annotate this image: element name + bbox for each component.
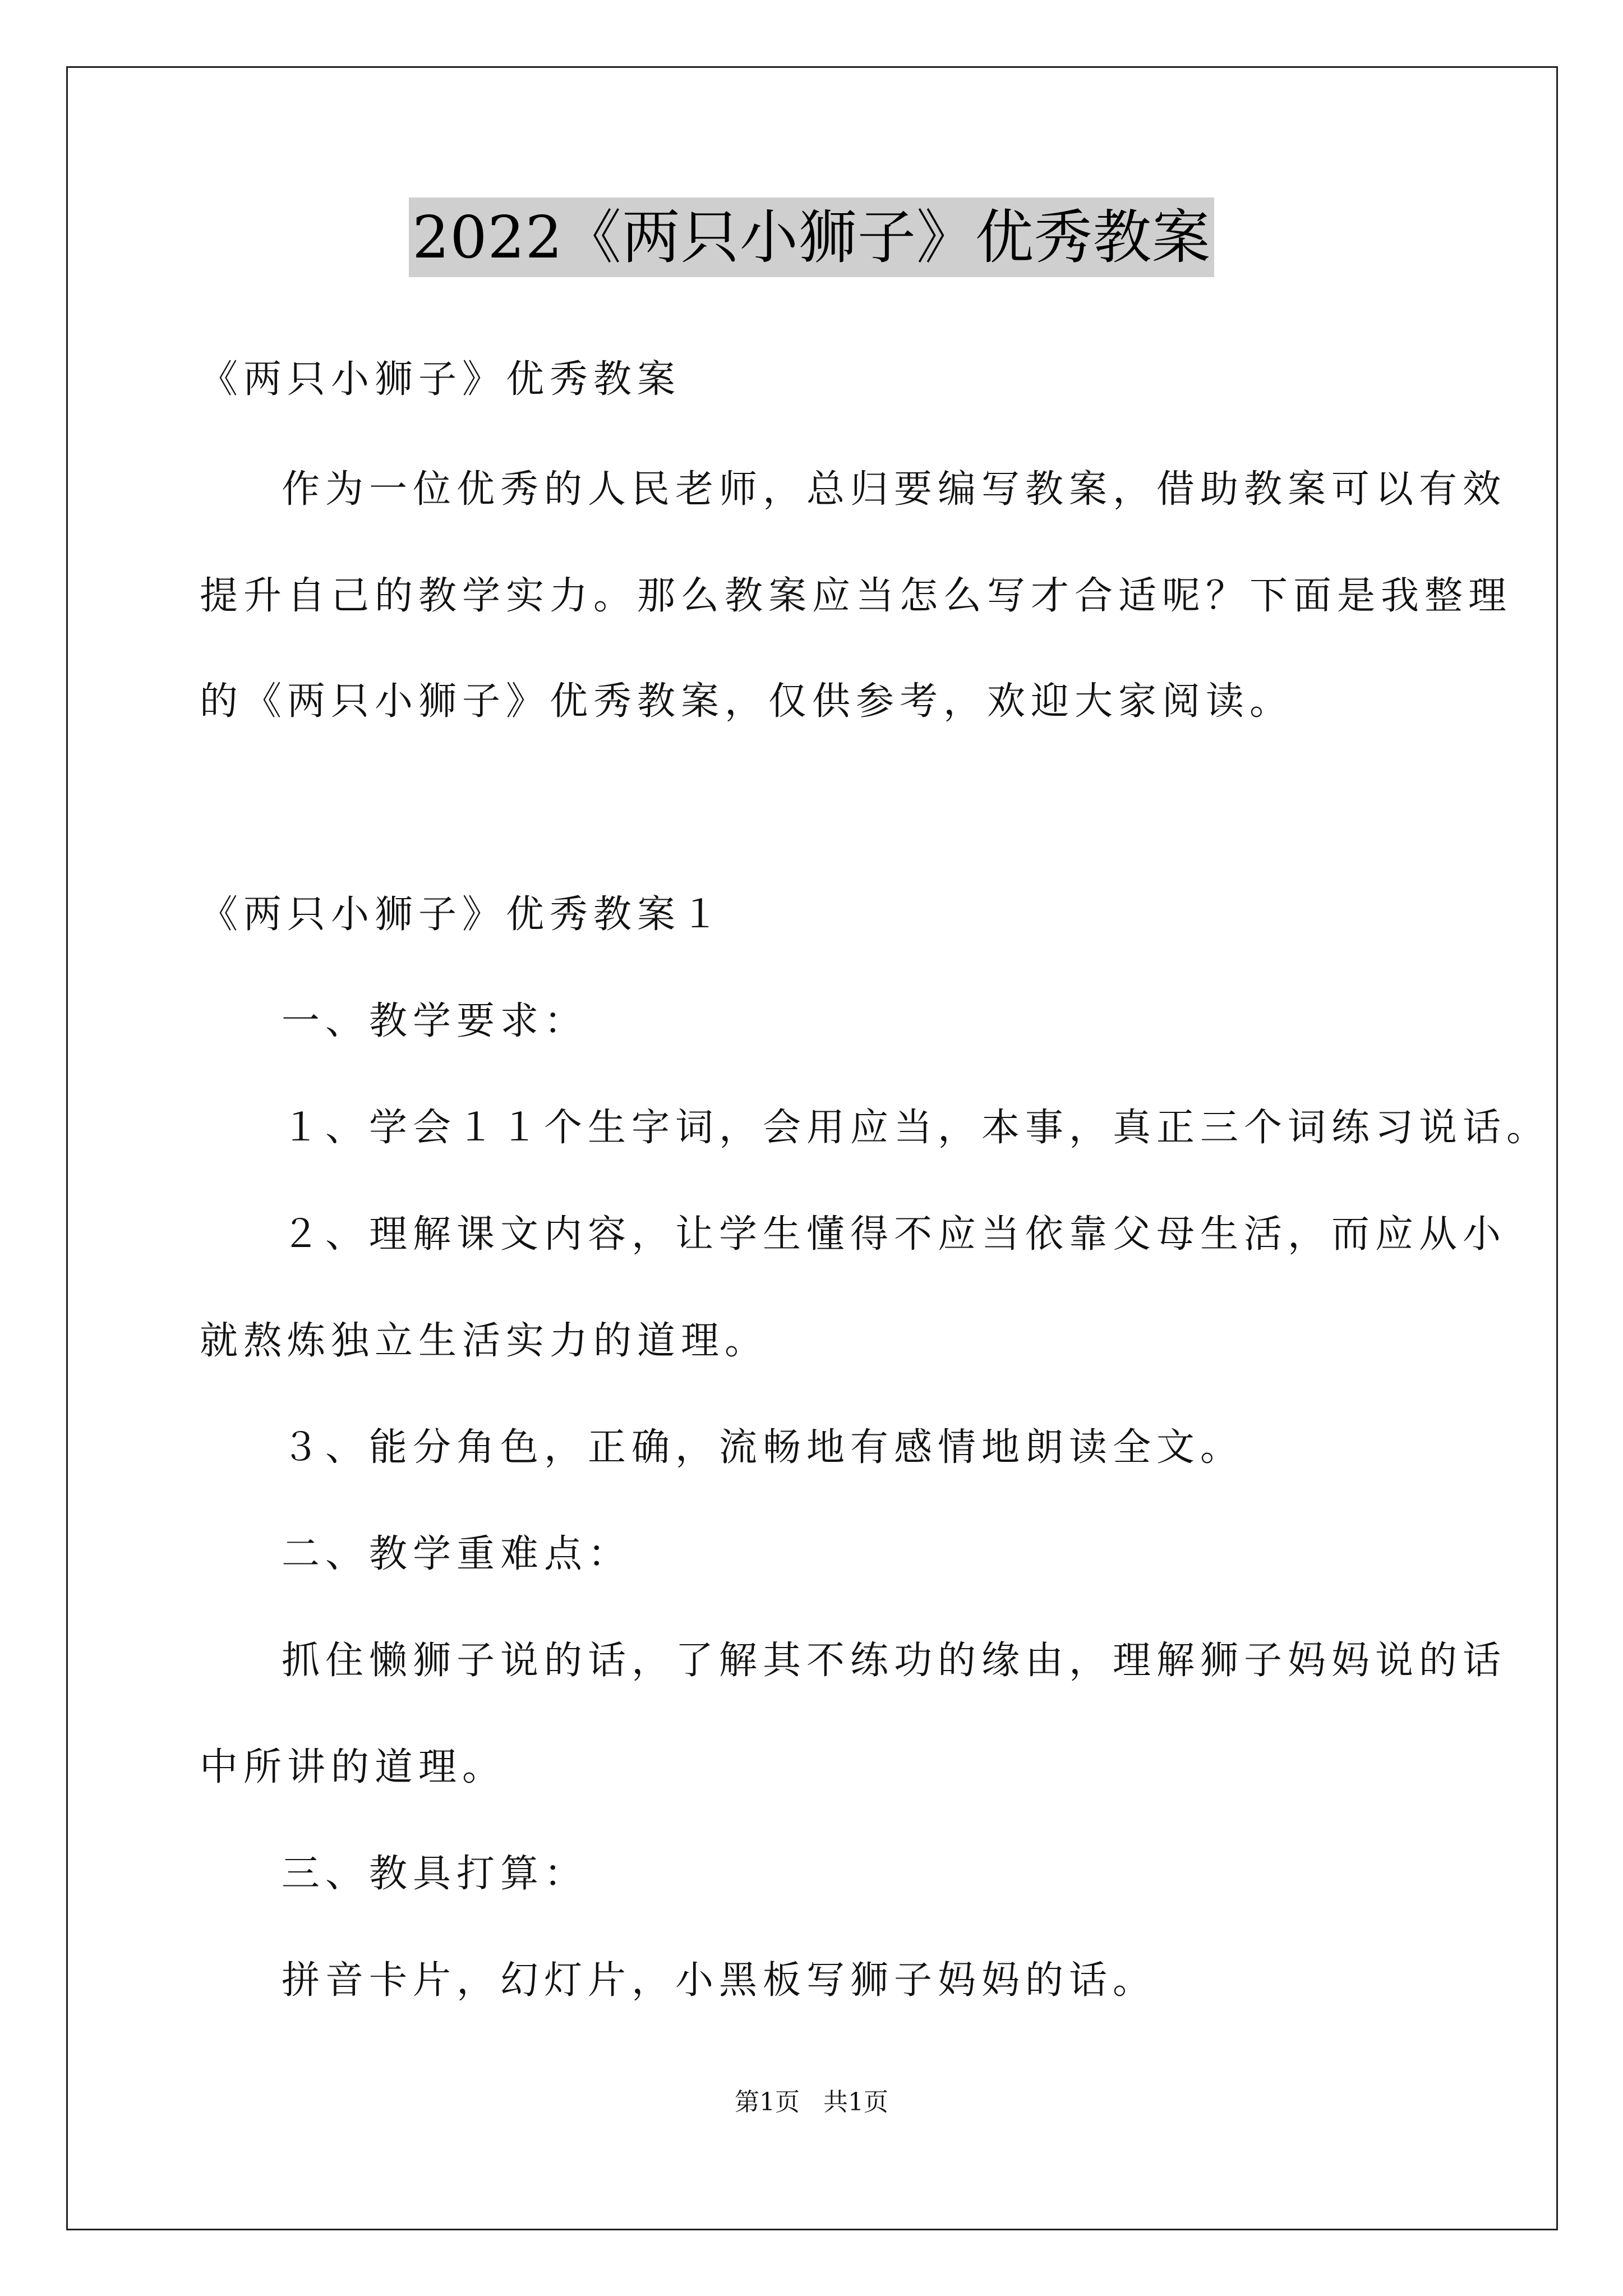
subtitle: 《两只小狮子》优秀教案 [200, 357, 681, 402]
requirement-2-line-2: 就熬炼独立生活实力的道理。 [200, 1319, 769, 1363]
title-container [0, 197, 1623, 277]
key-points-line-1: 抓住懒狮子说的话，了解其不练功的缘由，理解狮子妈妈说的话 [282, 1639, 1507, 1683]
page-footer [0, 2086, 1623, 2119]
intro-line-1: 作为一位优秀的人民老师，总归要编写教案，借助教案可以有效 [282, 467, 1507, 512]
key-points-line-2: 中所讲的道理。 [200, 1745, 506, 1789]
requirement-3: ３、能分角色，正确，流畅地有感情地朗读全文。 [282, 1425, 1244, 1470]
section-heading: 《两只小狮子》优秀教案１ [200, 892, 725, 937]
requirement-2-line-1: ２、理解课文内容，让学生懂得不应当依靠父母生活，而应从小 [282, 1212, 1507, 1257]
intro-line-3: 的《两只小狮子》优秀教案，仅供参考，欢迎大家阅读。 [200, 679, 1294, 724]
heading-teaching-aids: 三、教具打算： [282, 1852, 588, 1896]
document-title: 2022《两只小狮子》优秀教案 [409, 197, 1214, 277]
heading-key-points: 二、教学重难点： [282, 1532, 632, 1576]
requirement-1: １、学会１１个生字词，会用应当，本事，真正三个词练习说话。 [282, 1106, 1551, 1150]
intro-line-2: 提升自己的教学实力。那么教案应当怎么写才合适呢？下面是我整理 [200, 574, 1513, 618]
page-number: 第1页 [735, 2088, 800, 2116]
page-total: 共1页 [823, 2088, 888, 2116]
teaching-aids-text: 拼音卡片，幻灯片，小黑板写狮子妈妈的话。 [282, 1958, 1157, 2003]
heading-teaching-requirements: 一、教学要求： [282, 999, 588, 1043]
